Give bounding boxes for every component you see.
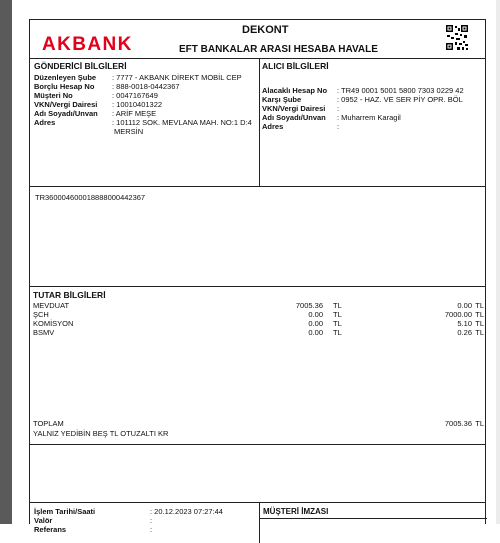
amount-in-words: YALNIZ YEDİBİN BEŞ TL OTUZALTI KR [33, 429, 169, 438]
signature-divider [259, 518, 487, 519]
receipt-header [30, 20, 485, 59]
amount-row: KOMİSYON 0.00 TL 5.10 TL [33, 319, 484, 328]
bank-logo: AKBANK [42, 34, 133, 55]
viewer-right-edge [496, 0, 500, 524]
qr-code-icon [446, 25, 468, 50]
document-subtitle: EFT BANKALAR ARASI HESABA HAVALE [179, 44, 378, 55]
blank-section [30, 445, 485, 503]
signature-title: MÜŞTERİ İMZASI [263, 507, 329, 516]
amount-row: ŞCH 0.00 TL 7000.00 TL [33, 310, 484, 319]
viewer-left-edge [0, 0, 12, 524]
total-row: TOPLAM 7005.36 TL [33, 419, 484, 428]
total-label: TOPLAM [33, 419, 64, 428]
party-divider [259, 59, 260, 187]
total-amount: 7005.36 [444, 419, 472, 428]
amount-section [30, 287, 485, 445]
sender-section-title: GÖNDERİCİ BİLGİLERİ [34, 61, 127, 71]
reference-iban-section [30, 187, 485, 287]
amount-row: MEVDUAT 7005.36 TL 0.00 TL [33, 301, 484, 310]
reference-iban: TR360004600018888000442367 [35, 193, 146, 202]
party-info-section: GÖNDERİCİ BİLGİLERİ Düzenleyen Şube : 7777 - AKBANK DİREKT MOBİL CEP Borçlu Hesap No : 888-0018-0442367 Müşteri No : 0047167649 VKN/Vergi Dairesi : 10010401322 Adı Soyadı/Unvan : ARİF MEŞE Adres : 101112 SOK. MEVLANA MAH. NO:1 D:4 MERSİN ALICI BİLGİLERİ Alacaklı Hesap No : TR49 0001 5001 5800 7303 0229 42 Karşı Şube : 0952 - HAZ. VE SER PİY OPR. BÖL VKN/Vergi Dairesi : Adı Soyadı/Unvan : Muharrem Karagil Adres : [30, 59, 485, 187]
document-title: DEKONT [242, 24, 289, 36]
amount-section-title: TUTAR BİLGİLERİ [33, 290, 106, 300]
transaction-footer: İşlem Tarihi/Saati : 20.12.2023 07:27:44 Valör : Referans : MÜŞTERİ İMZASI [30, 503, 485, 543]
amount-row: BSMV 0.00 TL 0.26 TL [33, 328, 484, 337]
receiver-section-title: ALICI BİLGİLERİ [262, 61, 329, 71]
footer-divider [259, 503, 260, 543]
receipt-document [29, 19, 486, 534]
